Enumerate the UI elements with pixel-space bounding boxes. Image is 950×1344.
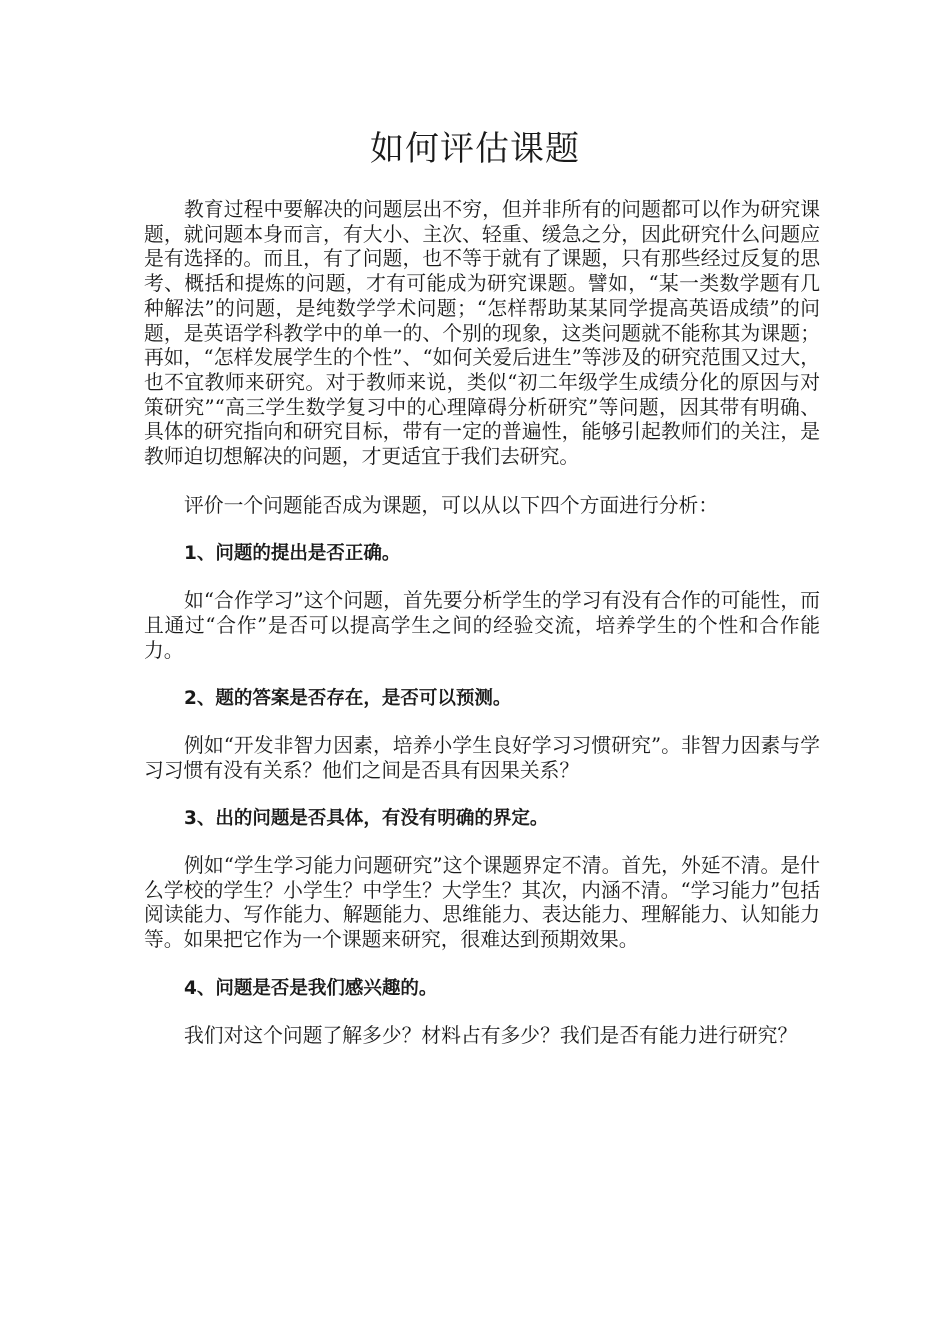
section-3-text: 例如“学生学习能力问题研究”这个课题界定不清。首先，外延不清。是什么学校的学生？小学生？中学生？大学生？其次，内涵不清。“学习能力”包括阅读能力、写作能力、解题能力、思维能力、表达能力、理解能力、认知能力等。如果把它作为一个课题来研究，很难达到预期效果。 [144, 854, 820, 952]
section-2-heading: 2、题的答案是否存在，是否可以预测。 [184, 688, 512, 710]
lead-paragraph: 评价一个问题能否成为课题，可以从以下四个方面进行分析： [184, 493, 719, 517]
section-1-heading: 1、问题的提出是否正确。 [184, 543, 401, 565]
section-1-text: 如“合作学习”这个问题，首先要分析学生的学习有没有合作的可能性，而且通过“合作”是否可以提高学生之间的经验交流，培养学生的个性和合作能力。 [144, 589, 820, 662]
intro-paragraph: 教育过程中要解决的问题层出不穷，但并非所有的问题都可以作为研究课题，就问题本身而言，有大小、主次、轻重、缓急之分，因此研究什么问题应是有选择的。而且，有了问题，也不等于就有了课题，只有那些经过反复的思考、概括和提炼的问题，才有可能成为研究课题。譬如，“某一类数学题有几种解法”的问题，是纯数学学术问题；“怎样帮助某某同学提高英语成绩”的问题，是英语学科教学中的单一的、个别的现象，这类问题就不能称其为课题；再如，“怎样发展学生的个性”、“如何关爱后进生”等涉及的研究范围又过大，也不宜教师来研究。对于教师来说，类似“初二年级学生成绩分化的原因与对策研究”“高三学生数学复习中的心理障碍分析研究”等问题，因其带有明确、具体的研究指向和研究目标，带有一定的普遍性，能够引起教师们的关注，是教师迫切想解决的问题，才更适宜于我们去研究。 [144, 198, 820, 469]
section-3-heading: 3、出的问题是否具体，有没有明确的界定。 [184, 808, 549, 830]
document-title: 如何评估课题 [370, 129, 580, 169]
section-4-text: 我们对这个问题了解多少？材料占有多少？我们是否有能力进行研究？ [184, 1023, 798, 1047]
document-body [144, 198, 820, 1048]
section-4-heading: 4、问题是否是我们感兴趣的。 [184, 977, 438, 999]
section-2-text: 例如“开发非智力因素，培养小学生良好学习习惯研究”。非智力因素与学习习惯有没有关系？他们之间是否具有因果关系？ [144, 733, 820, 782]
